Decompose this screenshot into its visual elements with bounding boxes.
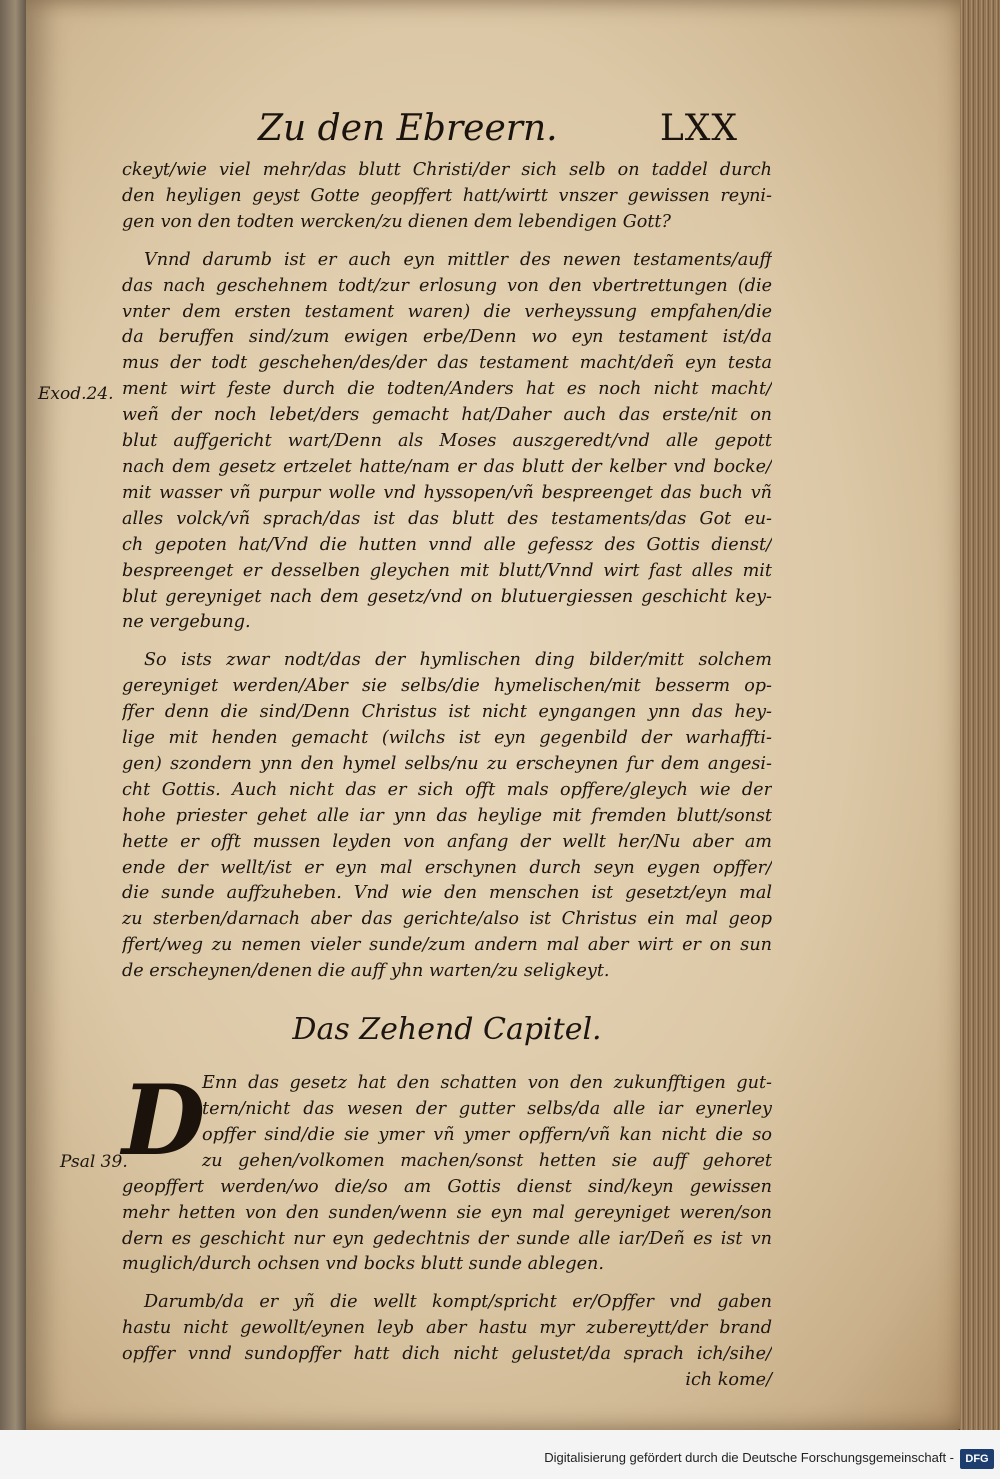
text-line: das nach geschehnem todt/zur erlosung von den vbertrettungen (die: [122, 275, 772, 296]
text-line: ckeyt/wie viel mehr/das blutt Christi/der sich selb on taddel durch: [122, 160, 772, 180]
decorated-initial: D: [122, 1064, 206, 1178]
previous-page-edge: [0, 0, 28, 1479]
text-line: hohe priester gehet alle iar ynn das heylige mit fremden blutt/sonst: [122, 805, 772, 826]
text-line: ffer denn die sind/Denn Christus ist nicht eyngangen ynn das hey-: [122, 702, 772, 723]
text-line: hette er offt mussen leyden von anfang der wellt her/Nu aber am: [122, 831, 772, 852]
chapter-title: Das Zehend Capitel.: [292, 1012, 602, 1048]
text-line: Enn das gesetz hat den schatten von den zukunfftigen gut-: [202, 1073, 772, 1094]
text-line: lige mit henden gemacht (wilchs ist eyn gegenbild der warhaffti-: [122, 728, 772, 749]
text-line: ch gepoten hat/Vnd die hutten vnnd alle gefessz des Gottis dienst/: [122, 534, 772, 555]
paragraph-4: [122, 1064, 772, 1278]
text-line: mus der todt geschehen/des/der das testament macht/deñ eyn testa: [122, 353, 772, 374]
text-line: ende der wellt/ist er eyn mal erschynen durch seyn eygen opffer/: [122, 857, 772, 878]
text-line: ne vergebung.: [122, 612, 251, 633]
paragraph-2: [122, 248, 772, 637]
text-line: da beruffen sind/zum ewigen erbe/Denn wo eyn testament ist/da: [122, 327, 772, 348]
paragraph-1: [122, 158, 772, 236]
page-header: [258, 108, 738, 150]
text-line: ffert/weg zu nemen vieler sunde/zum andern mal aber wirt er on sun: [122, 935, 772, 956]
text-line: gen von den todten wercken/zu dienen dem lebendigen Gott?: [122, 211, 671, 232]
margin-note-exod: Exod.24.: [38, 384, 114, 404]
text-line: blut gereyniget nach dem gesetz/vnd on blutuergiessen geschicht key-: [122, 586, 772, 607]
text-line: Darumb/da er yñ die wellt kompt/spricht er/Opffer vnd gaben: [144, 1292, 772, 1313]
margin-note-psal: Psal 39.: [60, 1152, 128, 1172]
text-line: den heyligen geyst Gotte geopffert hatt/wirtt vnszer gewissen reyni-: [122, 185, 772, 206]
text-line: weñ der noch lebet/ders gemacht hat/Daher auch das erste/nit on: [122, 405, 772, 426]
text-line: cht Gottis. Auch nicht das er sich offt mals opffere/gleych wie der: [122, 779, 772, 800]
text-line: die sunde auffzuheben. Vnd wie den menschen ist gesetzt/eyn mal: [122, 883, 772, 904]
text-line: alles volck/vñ sprach/das ist das blutt des testaments/das Got eu-: [122, 508, 772, 529]
text-line: mehr hetten von den sunden/wenn sie eyn mal gereyniget weren/son: [122, 1202, 772, 1223]
running-head: Zu den Ebreern.: [258, 108, 558, 149]
paragraph-3: [122, 648, 772, 985]
text-block: [122, 158, 772, 1394]
page-edge-stack: [960, 0, 1000, 1440]
digitization-credit: Digitalisierung gefördert durch die Deutsche Forschungsgemeinschaft -: [544, 1450, 954, 1465]
text-line: de erscheynen/denen die auff yhn warten/zu seligkeyt.: [122, 961, 610, 982]
text-line: ment wirt feste durch die todten/Anders hat es noch nicht macht/: [122, 379, 772, 400]
text-line: geopffert werden/wo die/so am Gottis dienst sind/keyn gewissen: [122, 1176, 772, 1197]
catchword: ich kome/: [685, 1370, 772, 1391]
folio-number: LXX: [659, 108, 738, 149]
text-line: So ists zwar nodt/das der hymlischen ding bilder/mitt solchem: [144, 650, 772, 671]
text-line: muglich/durch ochsen vnd bocks blutt sunde ablegen.: [122, 1254, 604, 1275]
text-line: zu gehen/volkomen machen/sonst hetten sie auff gehoret: [202, 1150, 772, 1171]
text-line: tern/nicht das wesen der gutter selbs/da alle iar eynerley: [202, 1099, 772, 1119]
text-line: Vnnd darumb ist er auch eyn mittler des newen testaments/auff: [144, 249, 772, 270]
text-line: zu sterben/darnach aber das gerichte/also ist Christus ein mal geop: [122, 909, 772, 930]
text-line: blut auffgericht wart/Denn als Moses auszgeredt/vnd alle gepott: [122, 431, 772, 452]
text-line: gen) szondern ynn den hymel selbs/nu zu erscheynen fur dem angesi-: [122, 753, 772, 774]
dfg-logo: DFG: [960, 1449, 994, 1469]
text-line: opffer sind/die sie ymer vñ ymer opffern/vñ kan nicht die so: [202, 1124, 772, 1145]
text-line: opffer vnnd sundopffer hatt dich nicht gelustet/da sprach ich/sihe/: [122, 1344, 772, 1365]
text-line: mit wasser vñ purpur wolle vnd hyssopen/vñ bespreenget das buch vñ: [122, 482, 772, 503]
paragraph-5: [122, 1290, 772, 1394]
text-line: dern es geschicht nur eyn gedechtnis der sunde alle iar/Deñ es ist vn: [122, 1228, 772, 1249]
text-line: bespreenget er desselben gleychen mit blutt/Vnnd wirt fast alles mit: [122, 560, 772, 581]
footer-bar: [0, 1430, 1000, 1479]
text-line: gereyniget werden/Aber sie selbs/die hymelischen/mit besserm op-: [122, 676, 772, 697]
text-line: nach dem gesetz ertzelet hatte/nam er das blutt der kelber vnd bocke/: [122, 456, 772, 477]
text-line: hastu nicht gewollt/eynen leyb aber hastu myr zubereytt/der brand: [122, 1318, 772, 1339]
text-line: vnter dem ersten testament waren) die verheyssung empfahen/die: [122, 301, 772, 322]
